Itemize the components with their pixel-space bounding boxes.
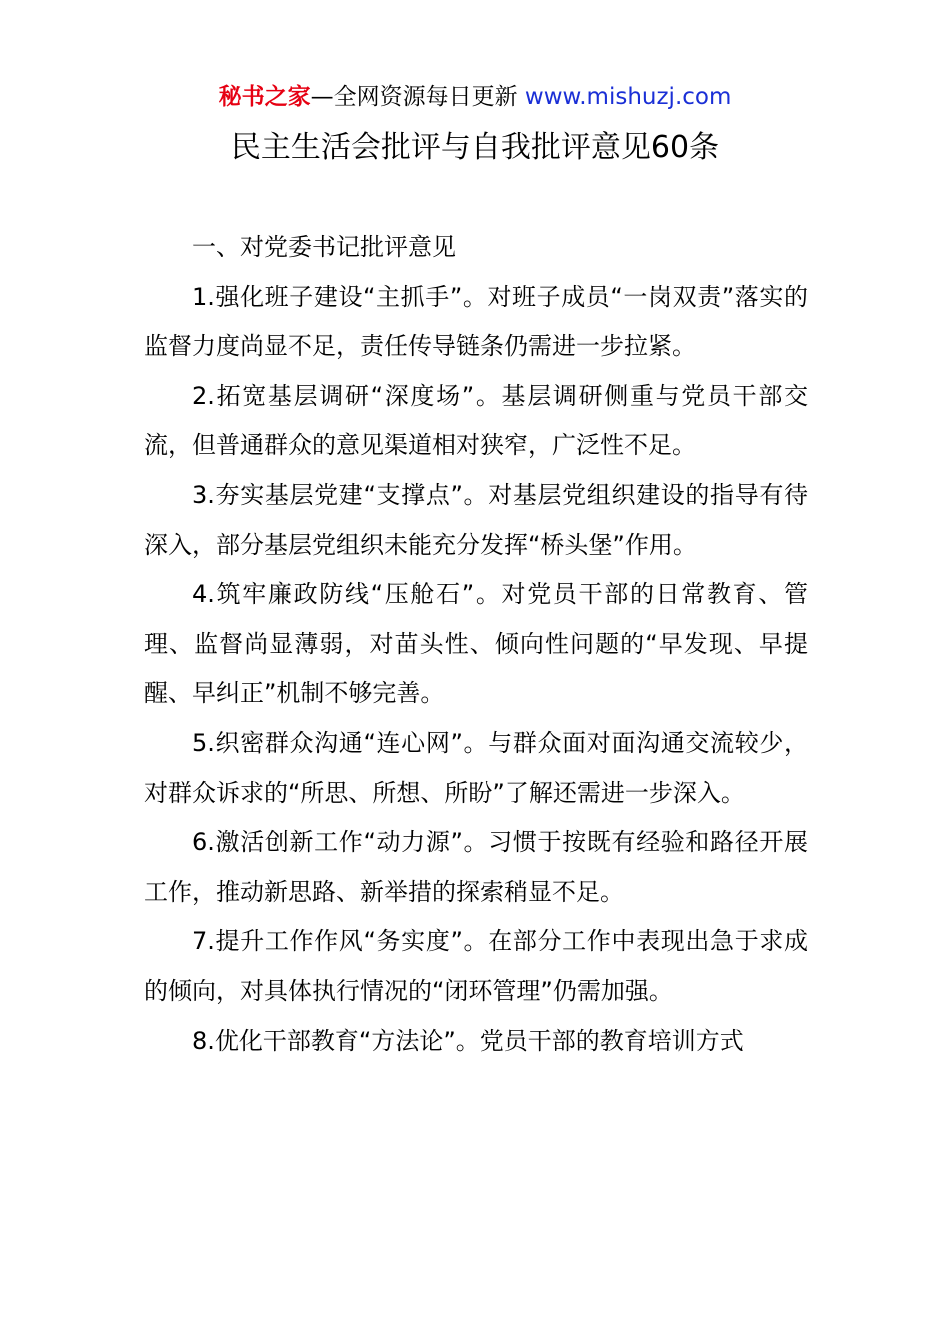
document-body [144,223,808,1066]
site-header [0,80,950,114]
document-title: 民主生活会批评与自我批评意见60条 [230,130,720,165]
site-url-link[interactable]: www.mishuzj.com [524,84,732,110]
header-tagline: —全网资源每日更新 [310,84,525,110]
list-item: 5.织密群众沟通“连心网”。与群众面对面沟通交流较少，对群众诉求的“所思、所想、所盼”了解还需进一步深入。 [144,728,808,807]
list-item: 1.强化班子建设“主抓手”。对班子成员“一岗双责”落实的监督力度尚显不足，责任传导链条仍需进一步拉紧。 [144,282,808,361]
list-item: 7.提升工作作风“务实度”。在部分工作中表现出急于求成的倾向，对具体执行情况的“闭环管理”仍需加强。 [144,927,808,1005]
section-heading: 一、对党委书记批评意见 [192,233,456,261]
brand-name: 秘书之家 [218,84,311,110]
list-item: 8.优化干部教育“方法论”。党员干部的教育培训方式 [192,1026,744,1055]
list-item: 3.夯实基层党建“支撑点”。对基层党组织建设的指导有待深入，部分基层党组织未能充分发挥“桥头堡”作用。 [144,480,808,559]
list-item: 2.拓宽基层调研“深度场”。基层调研侧重与党员干部交流，但普通群众的意见渠道相对狭窄，广泛性不足。 [144,381,808,460]
list-item: 6.激活创新工作“动力源”。习惯于按既有经验和路径开展工作，推动新思路、新举措的探索稍显不足。 [144,828,808,906]
list-item: 4.筑牢廉政防线“压舱石”。对党员干部的日常教育、管理、监督尚显薄弱，对苗头性、倾向性问题的“早发现、早提醒、早纠正”机制不够完善。 [144,580,808,708]
